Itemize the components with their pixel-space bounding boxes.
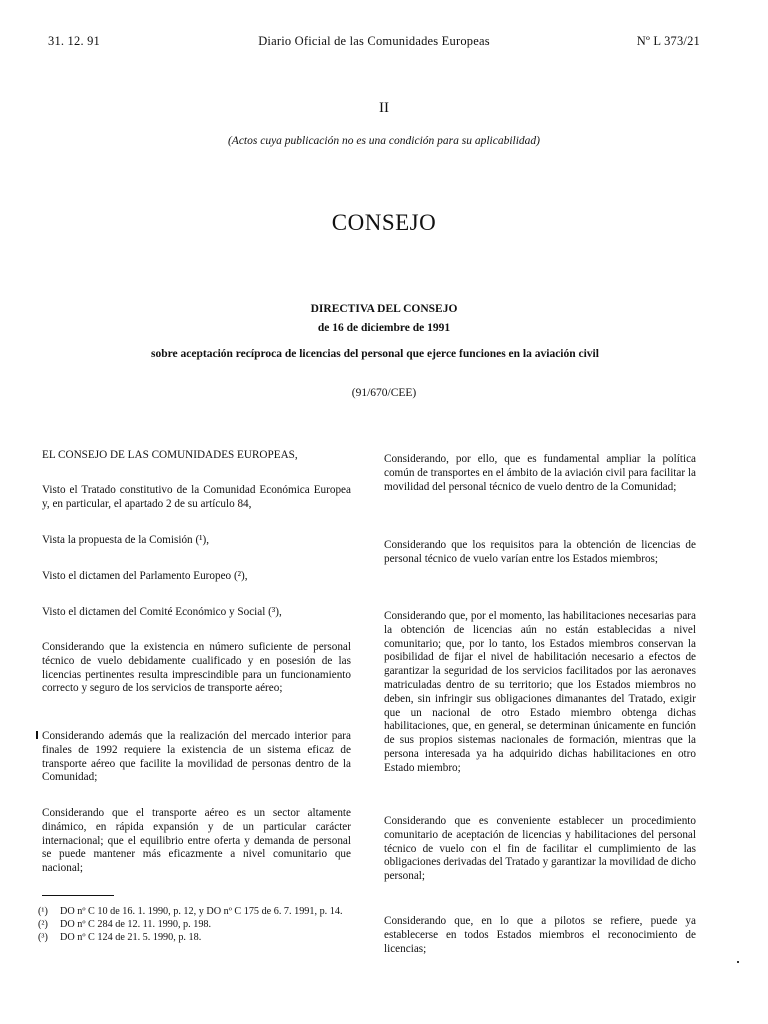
footnote-number: (¹) bbox=[38, 906, 48, 917]
recital-paragraph: Considerando además que la realización del mercado interior para finales de 1992 requiere la existencia de un sistema eficaz de transporte aéreo que facilite la movilidad de personas dentro de la Comunidad; bbox=[42, 730, 351, 784]
directive-title: DIRECTIVA DEL CONSEJO bbox=[310, 303, 458, 315]
footnote-divider bbox=[42, 895, 114, 896]
footnote-text: DO nº C 284 de 12. 11. 1990, p. 198. bbox=[60, 919, 212, 930]
recital-paragraph: Considerando que los requisitos para la obtención de licencias de personal técnico de vuelo varían entre los Estados miembros; bbox=[384, 539, 696, 565]
footnote-text: DO nº C 10 de 16. 1. 1990, p. 12, y DO nº C 175 de 6. 7. 1991, p. 14. bbox=[60, 906, 343, 917]
recital-paragraph: Visto el dictamen del Comité Económico y Social (³), bbox=[42, 606, 282, 618]
recital-paragraph: Considerando que, en lo que a pilotos se refiere, puede ya establecerse en todos Estados miembros el reconocimiento de licencias; bbox=[384, 915, 696, 955]
recital-paragraph: Considerando que el transporte aéreo es un sector altamente dinámico, en rápida expansión y de un particular carácter internacional; que el equilibrio entre oferta y demanda de personal se puede mantener más eficazmente a nivel comunitario que nacional; bbox=[42, 807, 351, 875]
footnotes bbox=[38, 905, 368, 944]
footnote-text: DO nº C 124 de 21. 5. 1990, p. 18. bbox=[60, 932, 202, 943]
header-page-reference: Nº L 373/21 bbox=[636, 34, 700, 48]
recital-paragraph: Vista la propuesta de la Comisión (¹), bbox=[42, 534, 210, 546]
recital-paragraph: Considerando que, por el momento, las habilitaciones necesarias para la obtención de licencias aún no están establecidas a nivel comunitario; que, por lo tanto, los Estados miembros conservan la posibilidad de fijar el nivel de habilitación necesario a efectos de garantizar la seguridad de los servicios facilitados por las aeronaves matriculadas dentro de su territorio; que los Estados miembros no deben, sin infringir sus obligaciones dimanantes del Tratado, exigir que un nacional de otro Estado miembro obtenga dichas habilitaciones, que, en general, se determinan únicamente en función de sus propios sistemas nacionales de formación, mientras que la persona interesada ya ha adquirido dichas habilitaciones en otro Estado miembro; bbox=[384, 610, 696, 774]
recital-paragraph: Visto el dictamen del Parlamento Europeo (²), bbox=[42, 570, 248, 582]
scan-speck bbox=[737, 961, 739, 963]
footnote-item bbox=[38, 918, 368, 931]
part-note: (Actos cuya publicación no es una condición para su aplicabilidad) bbox=[227, 135, 541, 147]
preamble-heading: EL CONSEJO DE LAS COMUNIDADES EUROPEAS, bbox=[42, 449, 298, 461]
part-number: II bbox=[379, 100, 389, 116]
recital-paragraph: Visto el Tratado constitutivo de la Comunidad Económica Europea y, en particular, el apartado 2 de su artículo 84, bbox=[42, 484, 351, 510]
directive-subject: sobre aceptación recíproca de licencias del personal que ejerce funciones en la aviación civil bbox=[151, 348, 599, 360]
recital-paragraph: Considerando que es conveniente establecer un procedimiento comunitario de aceptación de licencias y habilitaciones del personal técnico de vuelo con el fin de facilitar el cumplimiento de las obligaciones derivadas del Tratado y garantizar la movilidad de dicho personal; bbox=[384, 815, 696, 883]
institution-heading: CONSEJO bbox=[331, 210, 437, 235]
footnote-item bbox=[38, 905, 368, 918]
footnote-item bbox=[38, 931, 368, 944]
right-column bbox=[384, 0, 696, 1024]
directive-reference: (91/670/CEE) bbox=[351, 387, 417, 399]
footnote-number: (³) bbox=[38, 932, 48, 943]
directive-date: de 16 de diciembre de 1991 bbox=[317, 322, 451, 334]
recital-paragraph: Considerando, por ello, que es fundamental ampliar la política común de transportes en el ámbito de la aviación civil para facilitar la movilidad del personal técnico de vuelo dentro de la Comunidad; bbox=[384, 453, 696, 493]
header-date: 31. 12. 91 bbox=[48, 34, 100, 48]
margin-mark bbox=[36, 731, 38, 739]
left-column bbox=[42, 0, 351, 1024]
recital-paragraph: Considerando que la existencia en número suficiente de personal técnico de vuelo debidamente cualificado y en posesión de las licencias pertinentes resulta imprescindible para un funcionamiento correcto y seguro de los servicios de transporte aéreo; bbox=[42, 641, 351, 695]
footnote-number: (²) bbox=[38, 919, 48, 930]
header-journal-title: Diario Oficial de las Comunidades Europeas bbox=[258, 34, 490, 48]
